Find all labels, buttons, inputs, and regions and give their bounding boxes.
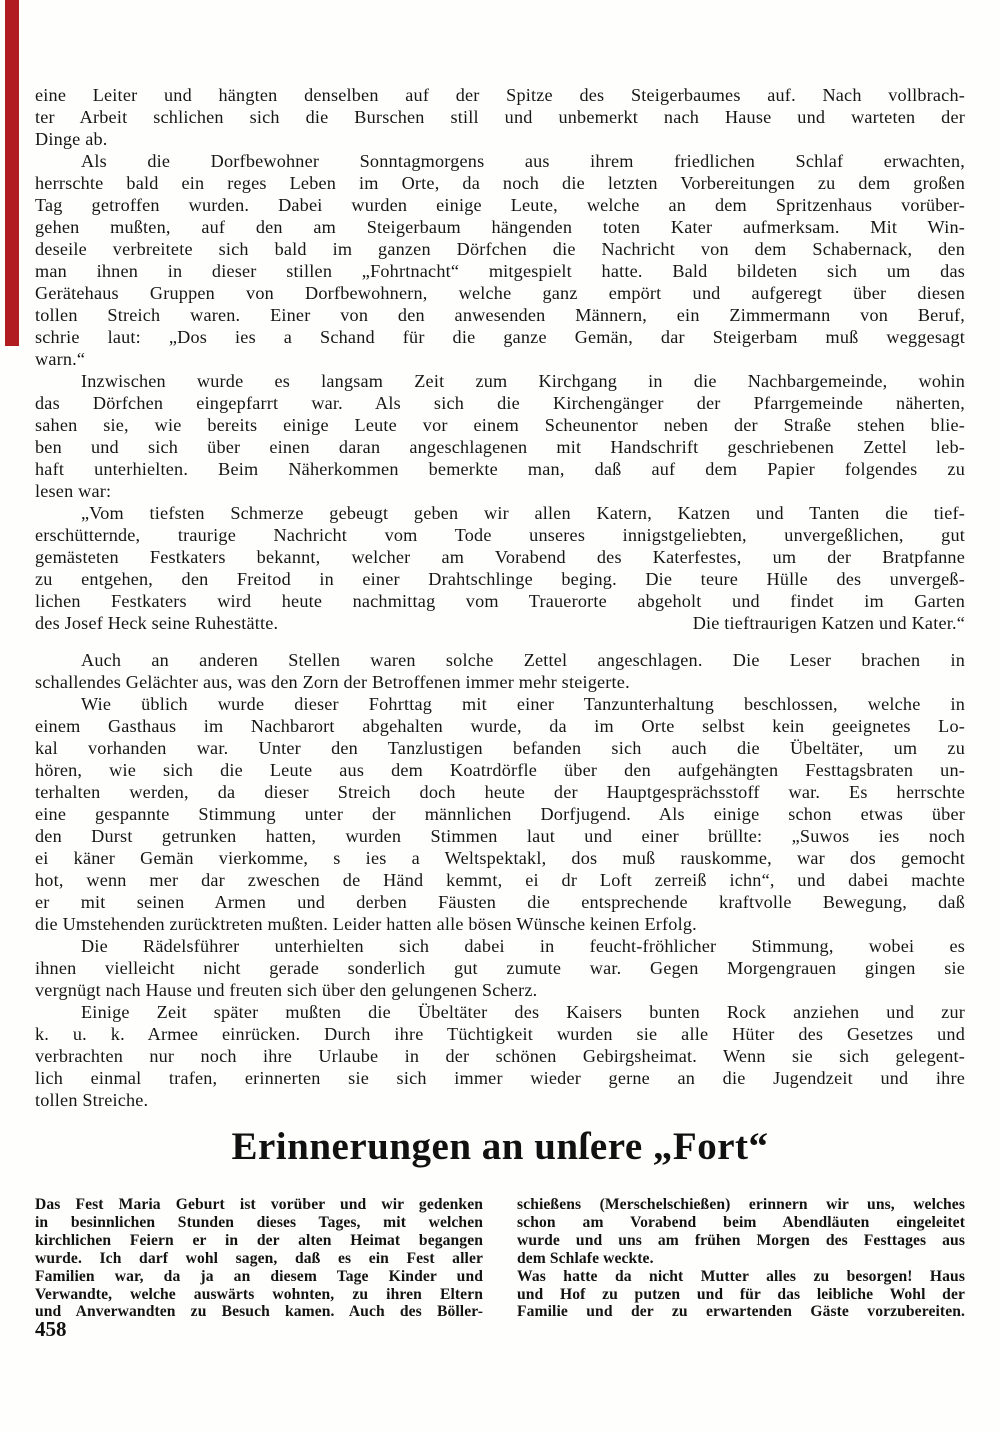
text-line: ter Arbeit schlichen sich die Burschen still und unbemerkt nach Hause und warteten der [35, 107, 965, 127]
text-line: warn.“ [35, 349, 86, 369]
text-line: Die Rädelsführer unterhielten sich dabei in feucht-fröhlicher Stimmung, wobei es [81, 936, 965, 956]
text-line: kal vorhanden war. Unter den Tanzlustigen befanden sich auch die Übeltäter, um zu [35, 738, 965, 758]
paragraph [35, 693, 965, 935]
text-line: schallendes Gelächter aus, was den Zorn der Betroffenen immer mehr steigerte. [35, 672, 630, 692]
text-line: lichen Festkaters wird heute nachmittag vom Trauerorte abgeholt und findet im Garten [35, 591, 965, 611]
text-line: Einige Zeit später mußten die Übeltäter des Kaisers bunten Rock anziehen und zur [81, 1002, 965, 1022]
text-line: schießens (Merschelschießen) erinnern wir uns, welches [517, 1196, 965, 1213]
main-text [35, 84, 965, 1111]
text-line: ei käner Gemän vierkomme, s ies a Weltspektakl, dos muß rauskomme, war dos gemocht [35, 848, 965, 868]
column-left [35, 1196, 483, 1321]
text-line: Familien war, da ja an diesem Tage Kinder und [35, 1267, 483, 1285]
text-line: Das Fest Maria Geburt ist vorüber und wir gedenken [35, 1196, 483, 1213]
text-line: Familie und der zu erwartenden Gäste vorzubereiten. [517, 1303, 965, 1321]
text-line: lich einmal trafen, erinnerten sie sich immer wieder gerne an die Jugendzeit und ihre [35, 1068, 965, 1088]
text-line: wurde. Ich darf wohl sagen, daß es ein Fest aller [35, 1249, 483, 1267]
text-line: herrschte bald ein reges Leben im Orte, da noch die letzten Vorbereitungen zu dem großen [35, 173, 965, 193]
text-line: einem Gasthaus im Nachbarort abgehalten wurde, da im Orte selbst kein geeignetes Lo- [35, 716, 965, 736]
text-line: schon am Vorabend beim Abendläuten eingeleitet [517, 1213, 965, 1231]
text-line: tollen Streiche. [35, 1090, 149, 1110]
text-line: eine Leiter und hängten denselben auf der Spitze des Steigerbaumes auf. Nach vollbrach- [35, 85, 965, 105]
line-right-part: Die tieftraurigen Katzen und Kater.“ [692, 613, 965, 633]
paragraph [35, 649, 965, 693]
text-line: Tag getroffen wurden. Dabei wurden einige Leute, welche an dem Spritzenhaus vorüber- [35, 195, 965, 215]
paragraph [35, 1001, 965, 1111]
text-line: wurde und uns am frühen Morgen des Festtages aus [517, 1231, 965, 1249]
text-line: deseile verbreitete sich bald im ganzen Dörfchen die Nachricht von dem Schabernack, den [35, 239, 965, 259]
text-line: in besinnlichen Stunden dieses Tages, mit welchen [35, 1213, 483, 1231]
text-line: Wie üblich wurde dieser Fohrttag mit einer Tanzunterhaltung beschlossen, welche in [81, 694, 965, 714]
text-line: gemästeten Festkaters bekannt, welcher am Vorabend des Katerfestes, um der Bratpfanne [35, 547, 965, 567]
section-heading: Erinnerungen an unſere „Fort“ [231, 1125, 769, 1168]
text-line: ihnen vielleicht nicht gerade sonderlich gut zumute war. Gegen Morgengrauen gingen sie [35, 958, 965, 978]
paragraph [35, 935, 965, 1001]
text-line: terhalten werden, da dieser Streich doch heute der Hauptgesprächsstoff war. Es herrschte [35, 782, 965, 802]
text-line: eine gespannte Stimmung unter der männlichen Dorfjugend. Als einige schon etwas über [35, 804, 965, 824]
text-line: Was hatte da nicht Mutter alles zu besorgen! Haus [517, 1267, 965, 1285]
text-line: hot, wenn mer dar zweschen de Händ kemmt, ei dr Loft zerreiß ichn“, und dabei machte [35, 870, 965, 890]
two-column-section [35, 1196, 965, 1321]
paragraph [35, 502, 965, 634]
text-line: gehen mußten, auf den am Steigerbaum hängenden toten Kater aufmerksam. Mit Win- [35, 217, 965, 237]
text-line: k. u. k. Armee einrücken. Durch ihre Tüchtigkeit wurden sie alle Hüter des Gesetzes und [35, 1024, 965, 1044]
text-line: verbrachten nur noch ihre Urlaube in der schönen Gebirgsheimat. Wenn sie sich gelegent- [35, 1046, 965, 1066]
text-line: Gerätehaus Gruppen von Dorfbewohnern, welche ganz empört und aufgeregt über diesen [35, 283, 965, 303]
text-line: lesen war: [35, 481, 112, 501]
text-line: Verwandte, welche auswärts wohnten, zu ihren Eltern [35, 1285, 483, 1303]
text-line: vergnügt nach Hause und freuten sich über den gelungenen Scherz. [35, 980, 538, 1000]
line-left-part: des Josef Heck seine Ruhestätte. [35, 613, 279, 633]
text-line: kirchlichen Feiern er in der alten Heimat begangen [35, 1231, 483, 1249]
text-line: haft unterhielten. Beim Näherkommen bemerkte man, daß auf dem Papier folgendes zu [35, 459, 965, 479]
page-number: 458 [35, 1317, 67, 1341]
text-line: „Vom tiefsten Schmerze gebeugt geben wir allen Katern, Katzen und Tanten die tief- [81, 503, 965, 523]
text-line: schrie laut: „Dos ies a Schand für die ganze Gemän, dar Steigerbam muß weggesagt [35, 327, 965, 347]
text-line: sahen sie, wie bereits einige Leute vor einem Scheunentor neben der Straße stehen blie- [35, 415, 965, 435]
text-line: tollen Streich waren. Einer von den anwesenden Männern, ein Zimmermann von Beruf, [35, 305, 965, 325]
text-line: die Umstehenden zurücktreten mußten. Leider hatten alle bösen Wünsche keinen Erfolg. [35, 914, 697, 934]
paragraph [35, 84, 965, 150]
text-line: und Anverwandten zu Besuch kamen. Auch des Böller- [35, 1303, 483, 1321]
text-line: hören, wie sich die Leute aus dem Koatrdörfle über den aufgehängten Festtagsbraten un- [35, 760, 965, 780]
column-right [517, 1196, 965, 1321]
text-line: und Hof zu putzen und für das leibliche Wohl der [517, 1285, 965, 1303]
text-line: ben und sich über einen daran angeschlagenen mit Handschrift geschriebenen Zettel leb- [35, 437, 965, 457]
text-line: den Durst getrunken hatten, wurden Stimmen laut und einer brüllte: „Suwos ies noch [35, 826, 965, 846]
text-line: Inzwischen wurde es langsam Zeit zum Kirchgang in die Nachbargemeinde, wohin [81, 371, 965, 391]
text-line: dem Schlafe weckte. [517, 1249, 654, 1267]
text-line: Als die Dorfbewohner Sonntagmorgens aus ihrem friedlichen Schlaf erwachten, [81, 151, 965, 171]
text-line: erschütternde, traurige Nachricht vom Tode unseres innigstgeliebten, unvergeßlichen, gut [35, 525, 965, 545]
paragraph [35, 370, 965, 502]
text-line: zu entgehen, den Freitod in einer Drahtschlinge beging. Die teure Hülle des unvergeß- [35, 569, 965, 589]
text-line: Auch an anderen Stellen waren solche Zettel angeschlagen. Die Leser brachen in [81, 650, 965, 670]
red-margin-ribbon [5, 0, 19, 346]
text-line: er mit seinen Armen und derben Fäusten die entsprechende kraftvolle Bewegung, daß [35, 892, 965, 912]
text-line [35, 612, 965, 634]
text-line: man ihnen in dieser stillen „Fohrtnacht“ mitgespielt hatte. Bald bildeten sich um das [35, 261, 965, 281]
text-line: das Dörfchen eingepfarrt war. Als sich die Kirchengänger der Pfarrgemeinde näherten, [35, 393, 965, 413]
text-line: Dinge ab. [35, 129, 108, 149]
paragraph [35, 150, 965, 370]
